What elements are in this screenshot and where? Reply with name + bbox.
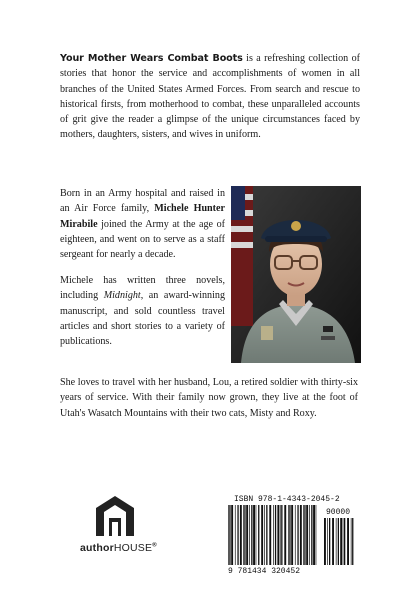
barcode-bar (327, 518, 328, 565)
barcode-bar (295, 505, 296, 565)
barcode-bar (347, 518, 349, 565)
barcode-bar (244, 505, 245, 565)
novel-title: Midnight (103, 290, 141, 302)
book-blurb (60, 51, 360, 143)
bio-p1-intro: Born in an Army hospital and raised in an Air Force family, (60, 188, 225, 215)
barcode-bar (231, 505, 233, 565)
publisher-name-bold: author (80, 542, 114, 554)
book-title: Your Mother Wears Combat Boots (60, 53, 243, 64)
barcode-bar (338, 518, 339, 565)
barcode-bar (303, 505, 304, 565)
barcode-bar (306, 505, 308, 565)
isbn-label: ISBN 978-1-4343-2045-2 (234, 495, 340, 504)
bio-paragraph-2 (60, 273, 225, 349)
bio-p2-intro: Michele has written three novels, including (60, 275, 225, 302)
barcode-bar (344, 518, 345, 565)
barcode-bar (243, 505, 244, 565)
barcode-bar (258, 505, 259, 565)
barcode-bar (289, 505, 290, 565)
barcode-bar (297, 505, 298, 565)
author-photo (231, 186, 361, 363)
barcode-bar (237, 505, 238, 565)
barcode-bar (336, 518, 337, 565)
barcode-bar (269, 505, 271, 565)
barcode-bar (351, 518, 352, 565)
bio-paragraph-3: She loves to travel with her husband, Lou, a retired soldier with thirty-six years of service. With their family now grown, they live at the foot of Utah's Wasatch Mountains with their two cats, Misty and Roxy. (60, 377, 358, 419)
blurb-text: is a refreshing collection of stories that honor the service and accomplishments of women in all branches of the United States Armed Forces. From search and rescue to historical firsts, from motherhood to combat, these unparalleled accounts of grit give the reader a glimpse of the unique circumstances faced by mothers, daughters, sisters, and wives in uniform. (60, 53, 360, 141)
barcode-bar (256, 505, 257, 565)
publisher-name (80, 542, 157, 554)
price-code-label: 90000 (326, 508, 351, 517)
barcode-bar (251, 505, 252, 565)
barcode-bar (309, 505, 310, 565)
author-portrait-illustration (231, 186, 361, 363)
barcode-bar (313, 505, 315, 565)
barcode-bar (280, 505, 281, 565)
author-name: Michele Hunter Mirabile (60, 203, 225, 230)
barcode-bar (240, 505, 242, 565)
barcode-bar (261, 505, 263, 565)
barcode-bar (304, 505, 305, 565)
barcode-bar (273, 505, 274, 565)
barcode-bar (229, 505, 230, 565)
ean-digits-label: 9 781434 320452 (228, 567, 301, 576)
bio-p1-rest: joined the Army at the age of eighteen, and went on to serve as a staff sergeant for nearly a decade. (60, 218, 225, 261)
barcode-bar (264, 505, 265, 565)
barcode-bar (300, 505, 302, 565)
barcode-bar (249, 505, 250, 565)
barcode-bar (253, 505, 255, 565)
registered-mark: ® (152, 542, 157, 549)
bio-p2-rest: , an award-winning manuscript, and sold countless travel articles and short stories to a variety of publications. (60, 290, 226, 348)
barcode-bar (288, 505, 289, 565)
barcode-bar (316, 505, 317, 565)
barcode-graphic (220, 492, 361, 576)
barcode-bar (275, 505, 276, 565)
publisher-name-light: HOUSE (113, 542, 153, 554)
bio-paragraph-1 (60, 186, 225, 262)
barcode-bar (332, 518, 334, 565)
barcode-bar (352, 518, 353, 565)
barcode-bar (281, 505, 282, 565)
barcode-bar (235, 505, 236, 565)
barcode-bar (311, 505, 312, 565)
authorhouse-house-icon (72, 492, 158, 540)
barcode-bar (324, 518, 326, 565)
barcode-bar (340, 518, 342, 565)
barcode-bar (277, 505, 279, 565)
barcode-bar (228, 505, 229, 565)
barcode-bar (343, 518, 344, 565)
isbn-barcode (220, 492, 361, 576)
barcode-bar (246, 505, 248, 565)
barcode-bar (329, 518, 330, 565)
barcode-bar (266, 505, 267, 565)
barcode-bar (284, 505, 286, 565)
barcode-bar (291, 505, 293, 565)
